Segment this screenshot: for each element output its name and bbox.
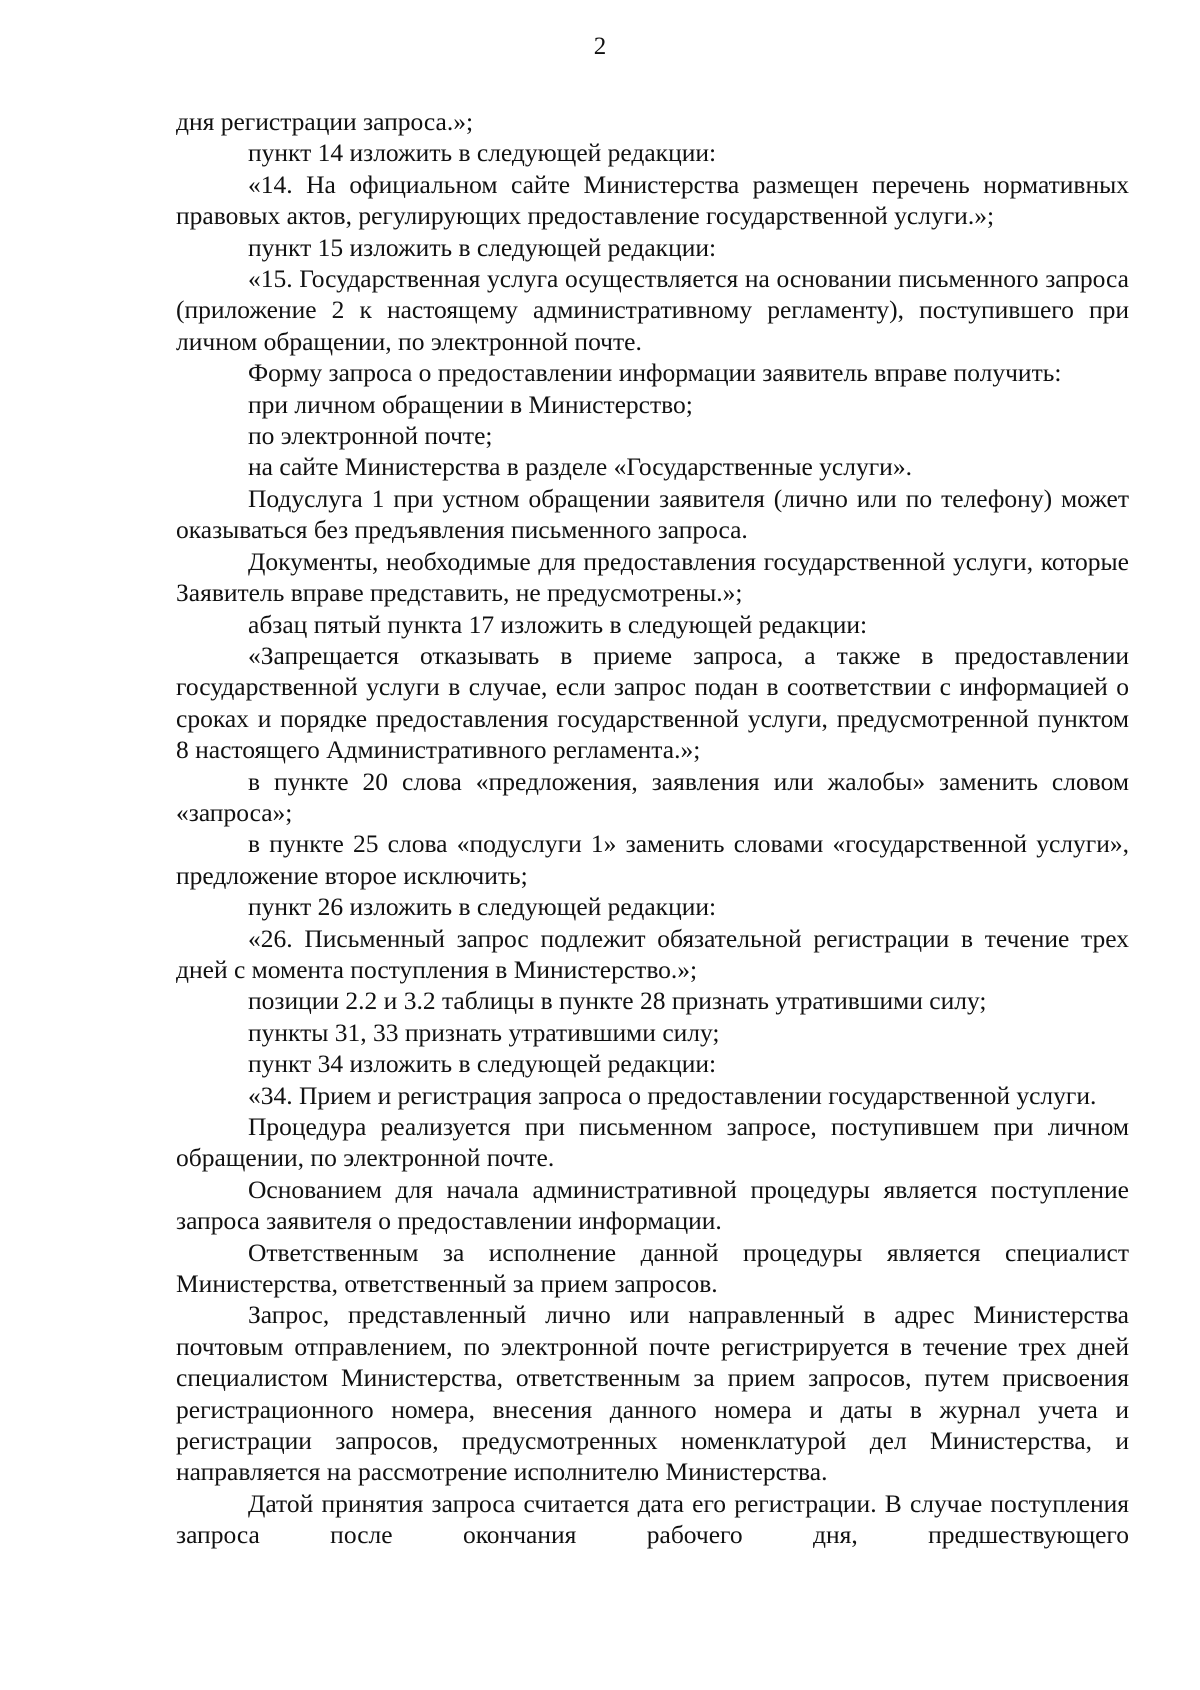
document-body (176, 106, 1129, 1551)
paragraph: в пункте 25 слова «подуслуги 1» заменить словами «государственной услуги», предложение второе исключить; (176, 829, 1129, 890)
paragraph: «15. Государственная услуга осуществляется на основании письменного запроса (приложение 2 к настоящему административному регламенту), поступившего при личном обращении, по электронной почте. (176, 264, 1129, 356)
paragraph: на сайте Министерства в разделе «Государственные услуги». (248, 452, 912, 482)
paragraph: Процедура реализуется при письменном запросе, поступившем при личном обращении, по электронной почте. (176, 1112, 1129, 1173)
paragraph: Форму запроса о предоставлении информации заявитель вправе получить: (248, 358, 1062, 388)
paragraph: пункт 14 изложить в следующей редакции: (248, 138, 717, 168)
paragraph: позиции 2.2 и 3.2 таблицы в пункте 28 признать утратившими силу; (248, 986, 987, 1016)
paragraph: абзац пятый пункта 17 изложить в следующей редакции: (248, 609, 868, 639)
paragraph: Основанием для начала административной процедуры является поступление запроса заявителя о предоставлении информации. (176, 1174, 1129, 1236)
paragraph: пункт 34 изложить в следующей редакции: (248, 1049, 717, 1079)
paragraph: Ответственным за исполнение данной процедуры является специалист Министерства, ответственный за прием запросов. (176, 1237, 1129, 1299)
paragraph: пункт 15 изложить в следующей редакции: (248, 232, 717, 262)
page-number: 2 (593, 33, 607, 60)
paragraph: в пункте 20 слова «предложения, заявления или жалобы» заменить словом «запроса»; (176, 766, 1129, 827)
paragraph: Запрос, представленный лично или направленный в адрес Министерства почтовым отправлением, по электронной почте регистрируется в течение трех дней специалистом Министерства, ответственным за прием запросов, путем присвоения регистрационного номера, внесения данного номера и даты в журнал учета и регистрации запросов, предусмотренных номенклатурой дел Министерства, и направляется на рассмотрение исполнителю Министерства. (176, 1300, 1129, 1487)
paragraph: пункт 26 изложить в следующей редакции: (248, 892, 717, 922)
paragraph: по электронной почте; (248, 421, 493, 451)
paragraph: при личном обращении в Министерство; (248, 389, 693, 419)
paragraph-continued: Датой принятия запроса считается дата его регистрации. В случае поступления запроса после окончания рабочего дня, предшествующего (176, 1488, 1129, 1550)
paragraph: «34. Прием и регистрация запроса о предоставлении государственной услуги. (248, 1080, 1097, 1110)
paragraph: пункты 31, 33 признать утратившими силу; (248, 1017, 720, 1047)
paragraph: «Запрещается отказывать в приеме запроса, а также в предоставлении государственной услуги в случае, если запрос подан в соответствии с информацией о сроках и порядке предоставления государственной услуги, предусмотренной пунктом 8 настоящего Административного регламента.»; (176, 640, 1129, 765)
paragraph: Документы, необходимые для предоставления государственной услуги, которые Заявитель вправе представить, не предусмотрены.»; (176, 546, 1129, 608)
paragraph: Подуслуга 1 при устном обращении заявителя (лично или по телефону) может оказываться без предъявления письменного запроса. (176, 483, 1129, 545)
paragraph: дня регистрации запроса.»; (176, 107, 474, 136)
paragraph: «14. На официальном сайте Министерства размещен перечень нормативных правовых актов, регулирующих предоставление государственной услуги.»; (176, 169, 1129, 231)
paragraph: «26. Письменный запрос подлежит обязательной регистрации в течение трех дней с момента поступления в Министерство.»; (176, 923, 1129, 984)
